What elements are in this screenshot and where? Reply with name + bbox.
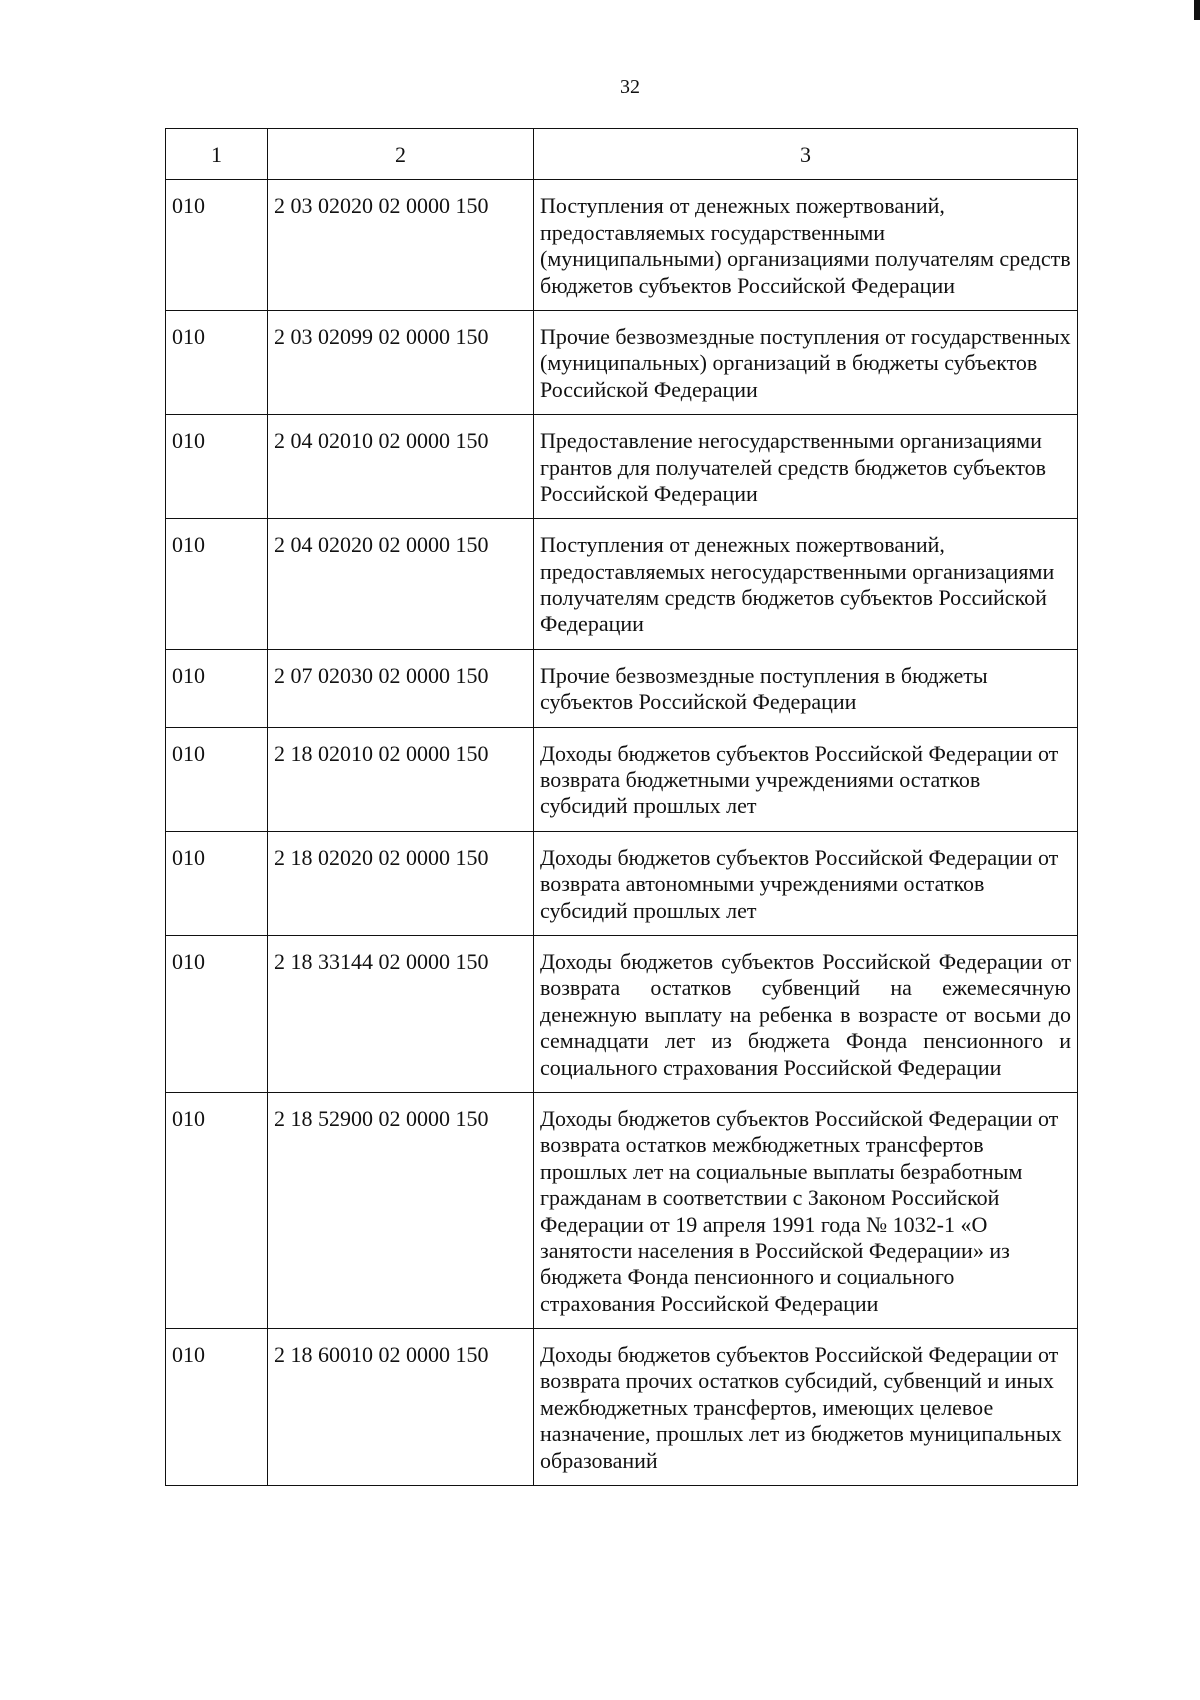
description-cell: Доходы бюджетов субъектов Российской Федерации от возврата прочих остатков субсидий, субвенций и иных межбюджетных трансфертов, имеющих целевое назначение, прошлых лет из бюджетов муниципальных образований: [534, 1329, 1078, 1486]
table-row: [166, 1092, 1078, 1328]
column-header-1: 1: [166, 129, 268, 180]
description-cell: Прочие безвозмездные поступления в бюджеты субъектов Российской Федерации: [534, 649, 1078, 727]
admin-code-cell: 010: [166, 727, 268, 831]
description-cell: Прочие безвозмездные поступления от государственных (муниципальных) организаций в бюджеты субъектов Российской Федерации: [534, 310, 1078, 414]
description-cell: Доходы бюджетов субъектов Российской Федерации от возврата автономными учреждениями остатков субсидий прошлых лет: [534, 831, 1078, 935]
table-row: [166, 415, 1078, 519]
column-header-2: 2: [268, 129, 534, 180]
description-cell: Доходы бюджетов субъектов Российской Федерации от возврата бюджетными учреждениями остатков субсидий прошлых лет: [534, 727, 1078, 831]
table-row: [166, 935, 1078, 1092]
budget-code-cell: 2 04 02010 02 0000 150: [268, 415, 534, 519]
budget-code-cell: 2 04 02020 02 0000 150: [268, 519, 534, 650]
admin-code-cell: 010: [166, 519, 268, 650]
budget-code-cell: 2 18 33144 02 0000 150: [268, 935, 534, 1092]
admin-code-cell: 010: [166, 1329, 268, 1486]
budget-code-cell: 2 07 02030 02 0000 150: [268, 649, 534, 727]
table-row: [166, 519, 1078, 650]
admin-code-cell: 010: [166, 831, 268, 935]
description-cell: Доходы бюджетов субъектов Российской Федерации от возврата остатков субвенций на ежемесячную денежную выплату на ребенка в возрасте от восьми до семнадцати лет из бюджета Фонда пенсионного и социального страхования Российской Федерации: [534, 935, 1078, 1092]
revenue-codes-table: [165, 128, 1078, 1486]
table-row: [166, 831, 1078, 935]
description-cell: Поступления от денежных пожертвований, предоставляемых негосударственными организациями получателям средств бюджетов субъектов Российской Федерации: [534, 519, 1078, 650]
table-row: [166, 1329, 1078, 1486]
budget-code-cell: 2 18 02020 02 0000 150: [268, 831, 534, 935]
table-row: [166, 727, 1078, 831]
admin-code-cell: 010: [166, 1092, 268, 1328]
scan-edge-mark: [1194, 0, 1200, 20]
budget-code-cell: 2 18 60010 02 0000 150: [268, 1329, 534, 1486]
column-header-3: 3: [534, 129, 1078, 180]
description-cell: Предоставление негосударственными организациями грантов для получателей средств бюджетов субъектов Российской Федерации: [534, 415, 1078, 519]
page-number: 32: [620, 76, 640, 98]
table-row: [166, 649, 1078, 727]
admin-code-cell: 010: [166, 935, 268, 1092]
budget-code-cell: 2 03 02099 02 0000 150: [268, 310, 534, 414]
table-header-row: [166, 129, 1078, 180]
description-cell: Доходы бюджетов субъектов Российской Федерации от возврата остатков межбюджетных трансфертов прошлых лет на социальные выплаты безработным гражданам в соответствии с Законом Российской Федерации от 19 апреля 1991 года № 1032-1 «О занятости населения в Российской Федерации» из бюджета Фонда пенсионного и социального страхования Российской Федерации: [534, 1092, 1078, 1328]
table-row: [166, 180, 1078, 311]
budget-code-cell: 2 18 52900 02 0000 150: [268, 1092, 534, 1328]
budget-code-cell: 2 03 02020 02 0000 150: [268, 180, 534, 311]
table-row: [166, 310, 1078, 414]
admin-code-cell: 010: [166, 415, 268, 519]
admin-code-cell: 010: [166, 310, 268, 414]
budget-code-cell: 2 18 02010 02 0000 150: [268, 727, 534, 831]
admin-code-cell: 010: [166, 649, 268, 727]
admin-code-cell: 010: [166, 180, 268, 311]
description-cell: Поступления от денежных пожертвований, предоставляемых государственными (муниципальными) организациями получателям средств бюджетов субъектов Российской Федерации: [534, 180, 1078, 311]
